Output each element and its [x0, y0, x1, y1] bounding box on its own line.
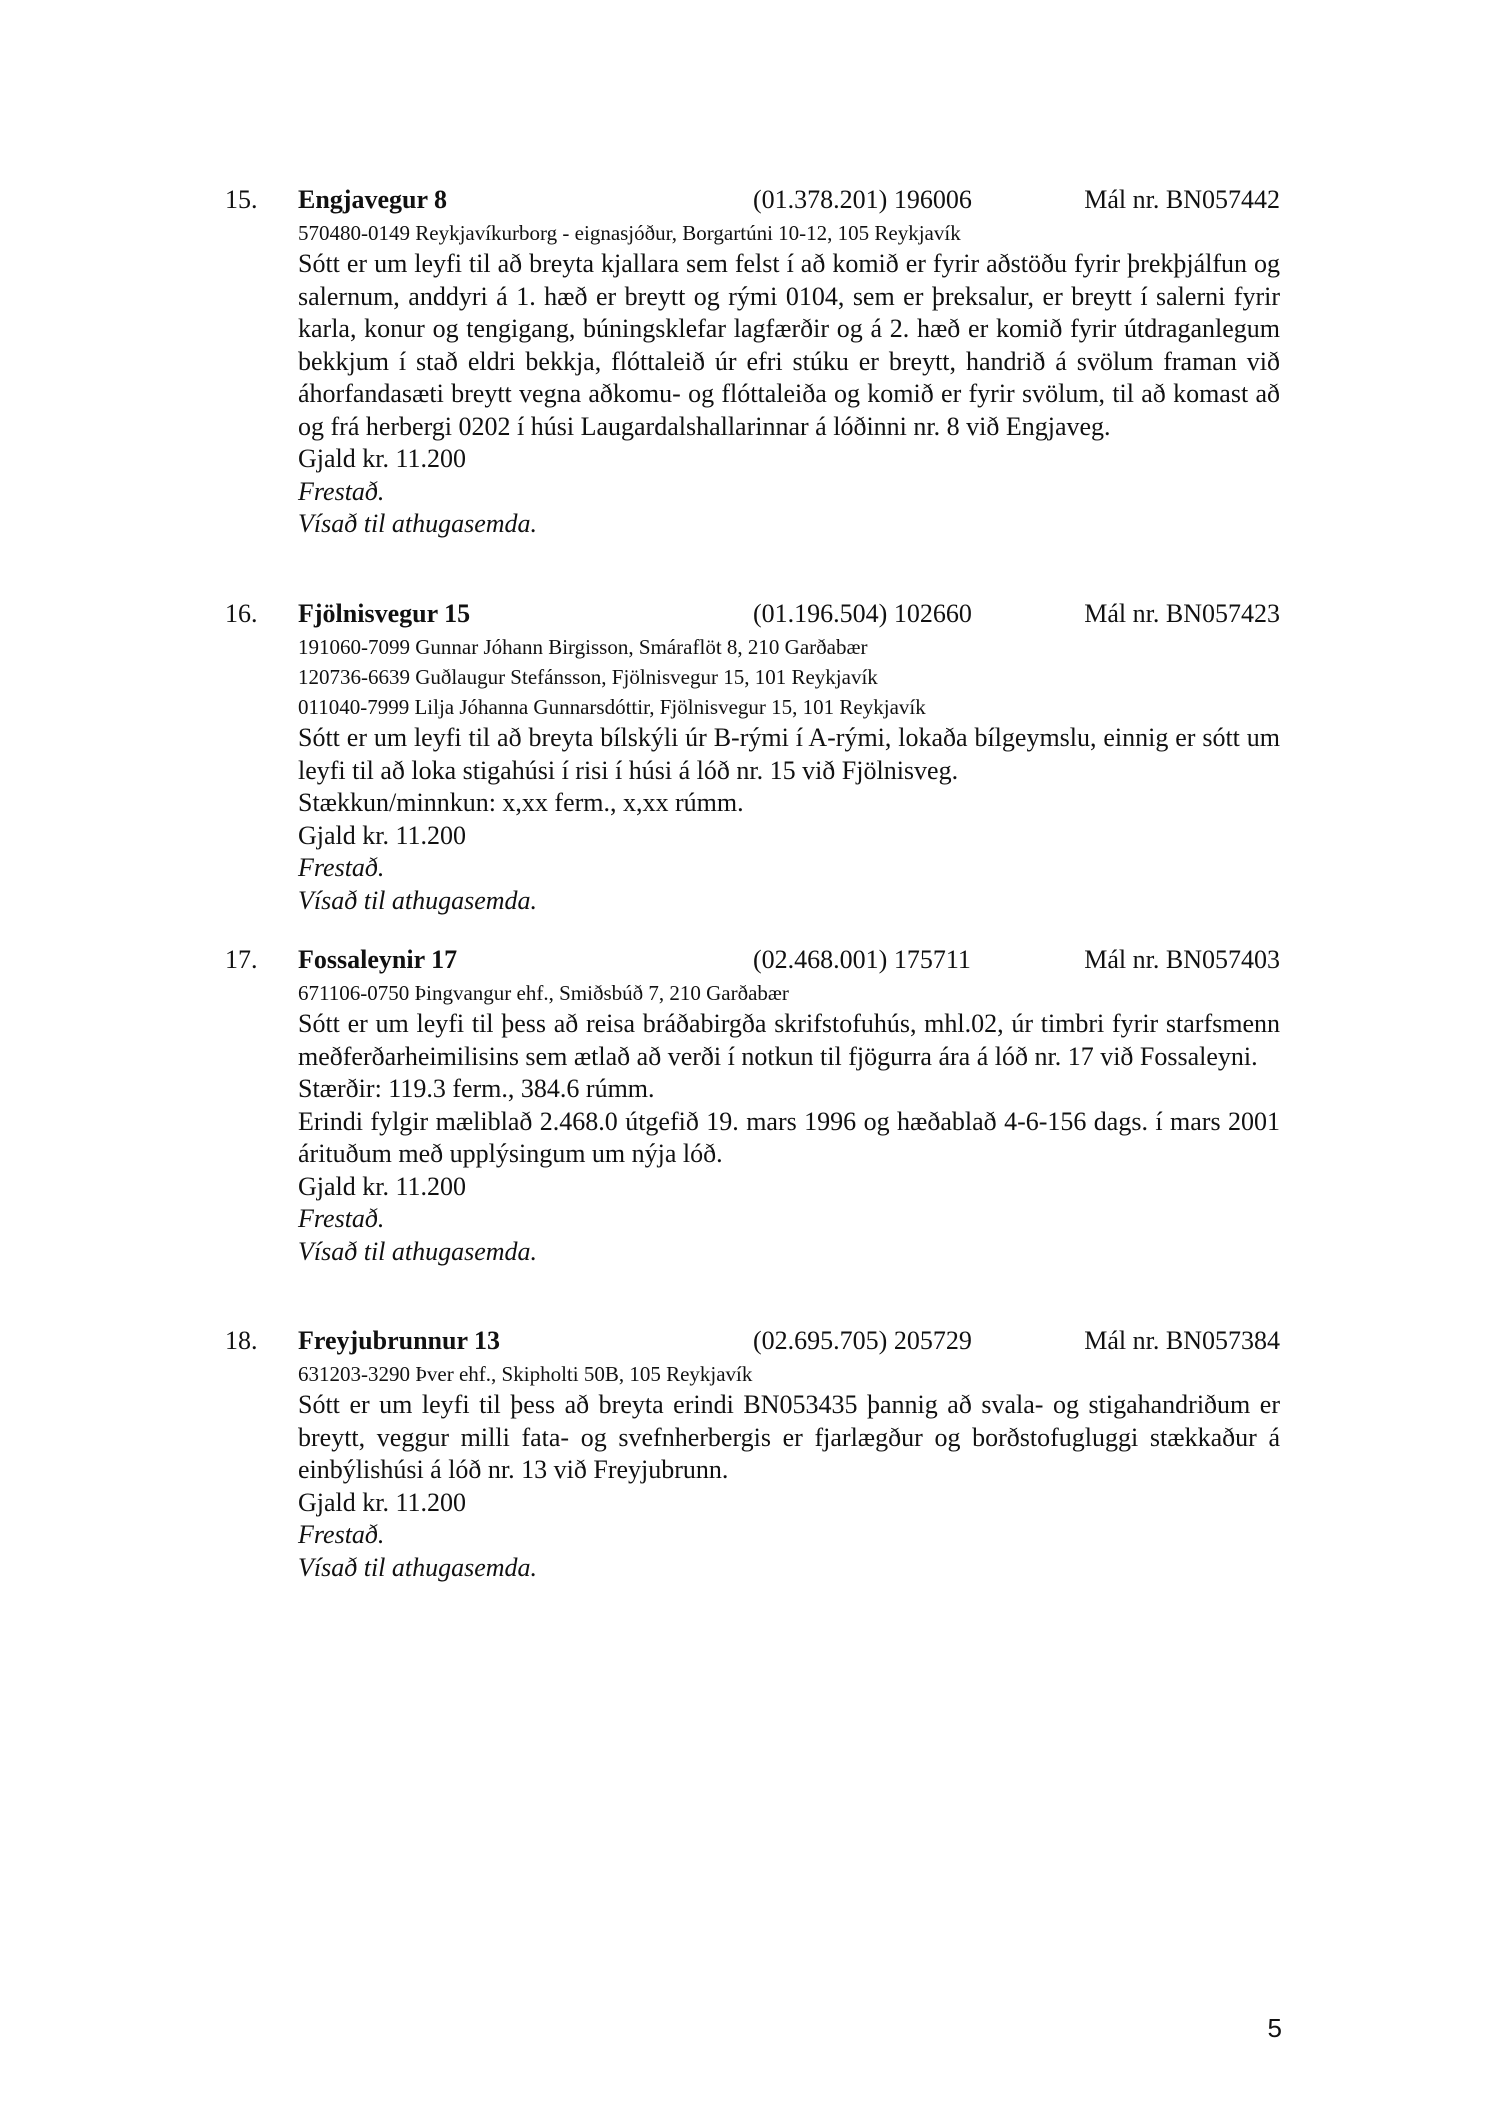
dimensions: Stærðir: 119.3 ferm., 384.6 rúmm.: [298, 1074, 655, 1103]
decision: Vísað til athugasemda.: [298, 885, 538, 915]
case-header: [0, 942, 1500, 978]
case-number: 16.: [225, 599, 258, 628]
case-description: Sótt er um leyfi til þess að reisa bráðabirgða skrifstofuhús, mhl.02, úr timbri fyrir starfsmenn meðferðarheimilisins sem ætlað að verði í notkun til fjögurra ára á lóð nr. 17 við Fossaleyni.: [298, 1009, 1280, 1071]
case-body: [298, 632, 1280, 917]
fee: Gjald kr. 11.200: [298, 1487, 467, 1517]
case-reference: Mál nr. BN057403: [1084, 945, 1280, 974]
case-address: Freyjubrunnur 13: [298, 1326, 501, 1355]
land-id: (02.695.705) 205729: [753, 1326, 972, 1355]
fee: Gjald kr. 11.200: [298, 1171, 467, 1201]
case-header: [0, 182, 1500, 218]
case-entry: [0, 596, 1500, 917]
status: Frestað.: [298, 476, 385, 506]
case-number: 17.: [225, 945, 258, 974]
applicant: 671106-0750 Þingvangur ehf., Smiðsbúð 7, 210 Garðabær: [298, 981, 789, 1005]
decision: Vísað til athugasemda.: [298, 509, 538, 538]
case-body: [298, 1359, 1280, 1584]
case-address: Fjölnisvegur 15: [298, 599, 471, 628]
status: Frestað.: [298, 1204, 385, 1233]
case-number: 15.: [225, 185, 258, 214]
size-change: Stækkun/minnkun: x,xx ferm., x,xx rúmm.: [298, 788, 744, 817]
status: Frestað.: [298, 1520, 385, 1549]
case-entry: [0, 1323, 1500, 1584]
land-id: (01.196.504) 102660: [753, 599, 972, 628]
case-entry: [0, 182, 1500, 541]
case-header: [0, 1323, 1500, 1359]
applicant: 011040-7999 Lilja Jóhanna Gunnarsdóttir, Fjölnisvegur 15, 101 Reykjavík: [298, 695, 926, 719]
attachment-note: Erindi fylgir mæliblað 2.468.0 útgefið 19. mars 1996 og hæðablað 4-6-156 dags. í mars 2001 árituðum með upplýsingum um nýja lóð.: [298, 1106, 1280, 1168]
applicant: 191060-7099 Gunnar Jóhann Birgisson, Smáraflöt 8, 210 Garðabær: [298, 635, 868, 659]
fee: Gjald kr. 11.200: [298, 820, 467, 850]
case-body: [298, 218, 1280, 541]
case-description: Sótt er um leyfi til þess að breyta erindi BN053435 þannig að svala- og stigahandriðum er breytt, veggur milli fata- og svefnherbergis er fjarlægður og borðstofugluggi stækkaður á einbýlishúsi á lóð nr. 13 við Freyjubrunn.: [298, 1390, 1280, 1484]
land-id: (02.468.001) 175711: [753, 945, 971, 974]
case-body: [298, 978, 1280, 1268]
case-address: Fossaleynir 17: [298, 945, 458, 974]
case-number: 18.: [225, 1326, 258, 1355]
fee: Gjald kr. 11.200: [298, 444, 467, 473]
case-description: Sótt er um leyfi til að breyta bílskýli úr B-rými í A-rými, lokaða bílgeymslu, einnig er sótt um leyfi til að loka stigahúsi í risi í húsi á lóð nr. 15 við Fjölnisveg.: [298, 723, 1280, 785]
page-number: 5: [1267, 2013, 1282, 2043]
case-header: [0, 596, 1500, 632]
applicant: 120736-6639 Guðlaugur Stefánsson, Fjölnisvegur 15, 101 Reykjavík: [298, 665, 878, 689]
land-id: (01.378.201) 196006: [753, 185, 972, 214]
decision: Vísað til athugasemda.: [298, 1552, 538, 1582]
case-address: Engjavegur 8: [298, 185, 448, 214]
case-entry: [0, 942, 1500, 1268]
case-reference: Mál nr. BN057384: [1084, 1326, 1280, 1355]
case-reference: Mál nr. BN057423: [1084, 599, 1280, 628]
applicant: 570480-0149 Reykjavíkurborg - eignasjóður, Borgartúni 10-12, 105 Reykjavík: [298, 221, 961, 245]
applicant: 631203-3290 Þver ehf., Skipholti 50B, 105 Reykjavík: [298, 1362, 753, 1386]
decision: Vísað til athugasemda.: [298, 1236, 538, 1266]
status: Frestað.: [298, 853, 385, 882]
case-description: Sótt er um leyfi til að breyta kjallara sem felst í að komið er fyrir aðstöðu fyrir þrekþjálfun og salernum, anddyri á 1. hæð er breytt og rými 0104, sem er þreksalur, er breytt í salerni fyrir karla, konur og tengigang, búningsklefar lagfærðir og á 2. hæð er komið fyrir útdraganlegum bekkjum í stað eldri bekkja, flóttaleið úr efri stúku er breytt, handrið á svölum framan við áhorfandasæti breytt vegna aðkomu- og flóttaleiða og komið er fyrir svölum, til að komast að og frá herbergi 0202 í húsi Laugardalshallarinnar á lóðinni nr. 8 við Engjaveg.: [298, 249, 1280, 441]
case-reference: Mál nr. BN057442: [1084, 185, 1280, 214]
